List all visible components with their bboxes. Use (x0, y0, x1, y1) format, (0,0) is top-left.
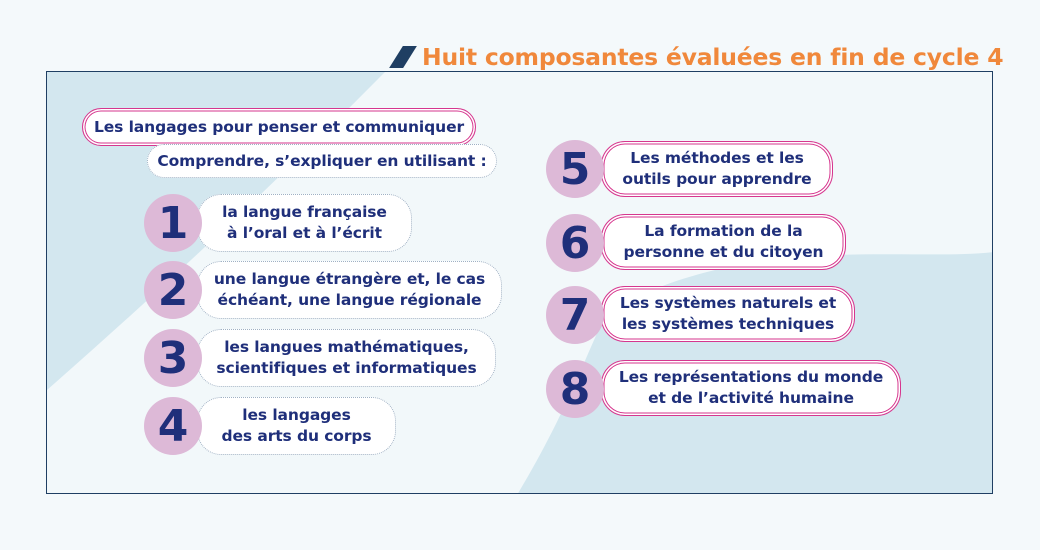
component-number-5: 5 (546, 140, 604, 198)
component-2-line1: une langue étrangère et, le cas (213, 270, 486, 288)
component-5-line2: outils pour apprendre (622, 170, 812, 188)
component-8 (601, 360, 901, 416)
group-subheading (147, 144, 497, 178)
component-number-1: 1 (144, 194, 202, 252)
component-3-line2: scientifiques et informatiques (216, 359, 477, 377)
component-8-line1: Les représentations du monde (618, 368, 884, 386)
component-1 (197, 194, 412, 252)
component-6-line2: personne et du citoyen (623, 243, 824, 261)
component-4-line2: des arts du corps (221, 427, 372, 445)
group-subheading-text: Comprendre, s’expliquer en utilisant : (157, 151, 487, 170)
component-number-6: 6 (546, 214, 604, 272)
component-1-line1: la langue française (222, 203, 387, 221)
component-number-3: 3 (144, 329, 202, 387)
slash-icon (389, 46, 417, 68)
component-2 (197, 261, 502, 319)
diagram-frame (46, 71, 993, 494)
component-number-8: 8 (546, 360, 604, 418)
component-6 (601, 214, 846, 270)
component-8-line2: et de l’activité humaine (648, 389, 854, 407)
group-heading (82, 108, 476, 146)
component-number-4: 4 (144, 397, 202, 455)
title (396, 40, 1003, 74)
component-7 (601, 286, 855, 342)
component-5-line1: Les méthodes et les (630, 149, 804, 167)
component-2-line2: échéant, une langue régionale (217, 291, 482, 309)
component-4-line1: les langages (242, 406, 351, 424)
component-3 (197, 329, 496, 387)
component-3-line1: les langues mathématiques, (224, 338, 469, 356)
group-heading-text: Les langages pour penser et communiquer (93, 117, 465, 136)
title-text: Huit composantes évaluées en fin de cycle 4 (422, 43, 1004, 71)
component-1-line2: à l’oral et à l’écrit (227, 224, 382, 242)
component-4 (197, 397, 396, 455)
component-5 (601, 141, 833, 197)
component-number-2: 2 (144, 261, 202, 319)
component-number-7: 7 (546, 286, 604, 344)
component-6-line1: La formation de la (644, 222, 803, 240)
component-7-line1: Les systèmes naturels et (619, 294, 837, 312)
component-7-line2: les systèmes techniques (621, 315, 835, 333)
